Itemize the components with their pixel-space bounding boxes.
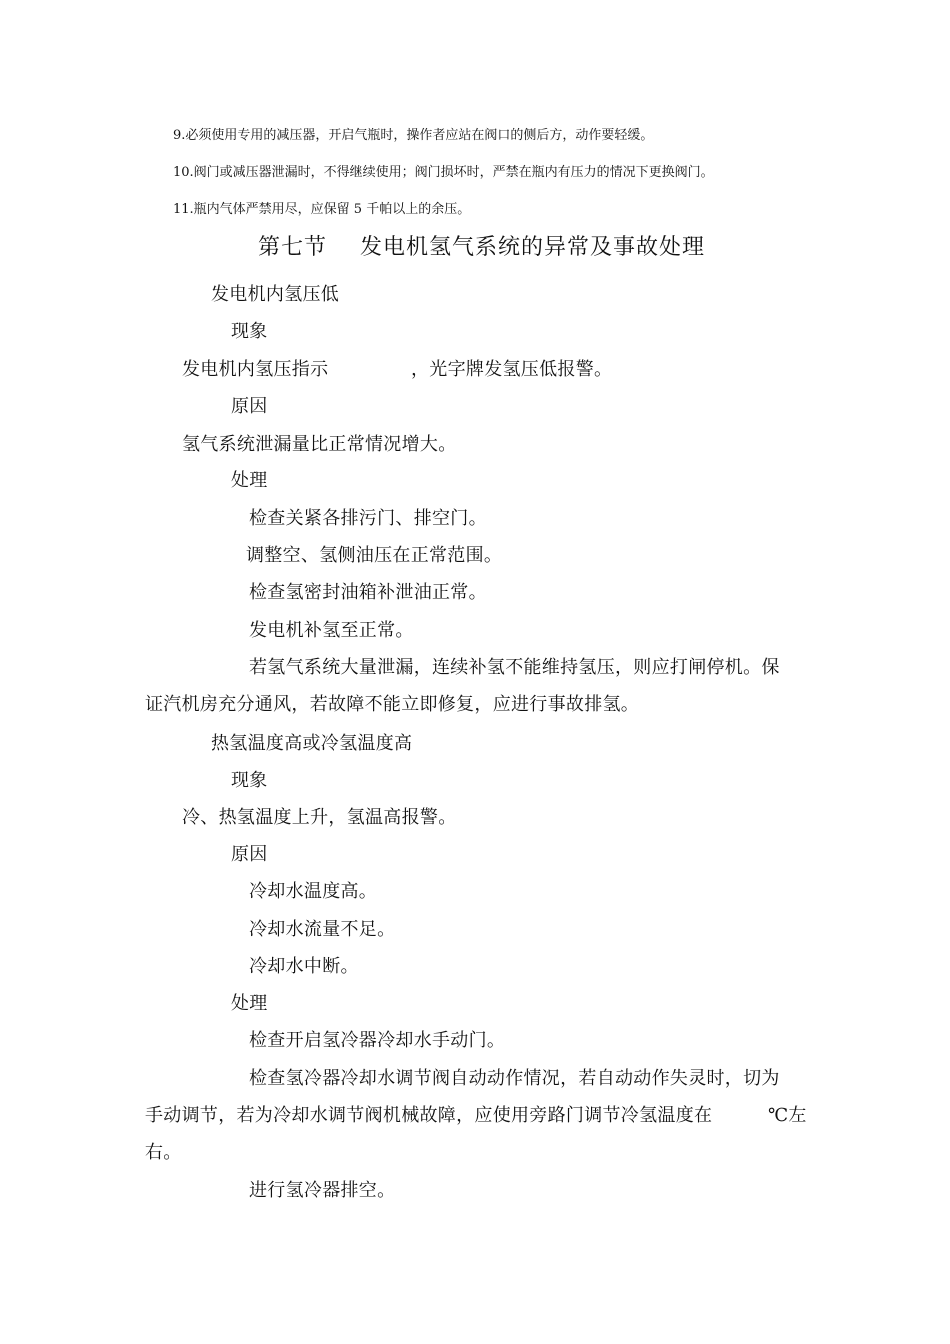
part2-cause-label: 原因 xyxy=(231,844,268,865)
part1-cause-label: 原因 xyxy=(231,396,268,417)
section-number: 第七节 xyxy=(258,235,328,260)
part2-handling-label: 处理 xyxy=(231,993,268,1014)
part1-phenomenon-text-b: ，光字牌发氢压低报警。 xyxy=(411,359,613,380)
part2-step-2-line-3: 右。 xyxy=(145,1142,182,1163)
part2-cause-3: 冷却水中断。 xyxy=(249,956,359,977)
note-item-11: 11.瓶内气体严禁用尽，应保留 5 千帕以上的余压。 xyxy=(173,202,471,217)
note-item-10: 10.阀门或减压器泄漏时，不得继续使用；阀门损坏时，严禁在瓶内有压力的情况下更换阀门。 xyxy=(173,165,714,180)
part1-handling-label: 处理 xyxy=(231,470,268,491)
part2-cause-1: 冷却水温度高。 xyxy=(249,881,378,902)
part1-phenomenon-text-a: 发电机内氢压指示 xyxy=(182,359,329,380)
part2-step-2-line-1: 检查氢冷器冷却水调节阀自动动作情况，若自动动作失灵时，切为 xyxy=(249,1068,780,1089)
part1-step-4: 发电机补氢至正常。 xyxy=(249,620,414,641)
part1-step-1: 检查关紧各排污门、排空门。 xyxy=(249,508,487,529)
note-item-9: 9.必须使用专用的减压器，开启气瓶时，操作者应站在阀口的侧后方，动作要轻缓。 xyxy=(173,128,654,143)
part1-phenomenon-label: 现象 xyxy=(231,321,268,342)
part2-cause-2: 冷却水流量不足。 xyxy=(249,919,396,940)
part1-cause-text: 氢气系统泄漏量比正常情况增大。 xyxy=(182,434,457,455)
section-title: 发电机氢气系统的异常及事故处理 xyxy=(360,235,706,260)
part1-step-2: 调整空、氢侧油压在正常范围。 xyxy=(246,545,503,566)
part1-note-line-2: 证汽机房充分通风，若故障不能立即修复，应进行事故排氢。 xyxy=(145,694,640,715)
part2-phenomenon-text: 冷、热氢温度上升，氢温高报警。 xyxy=(182,807,457,828)
part2-heading: 热氢温度高或冷氢温度高 xyxy=(211,733,413,754)
part1-note-line-1: 若氢气系统大量泄漏，连续补氢不能维持氢压，则应打闸停机。保 xyxy=(249,657,780,678)
part2-step-2-line-2b: ℃左 xyxy=(768,1105,807,1126)
part2-step-2-line-2a: 手动调节，若为冷却水调节阀机械故障，应使用旁路门调节冷氢温度在 xyxy=(145,1105,713,1126)
part1-heading: 发电机内氢压低 xyxy=(211,284,340,305)
part2-step-3: 进行氢冷器排空。 xyxy=(249,1180,396,1201)
part1-step-3: 检查氢密封油箱补泄油正常。 xyxy=(249,582,487,603)
part2-step-1: 检查开启氢冷器冷却水手动门。 xyxy=(249,1030,506,1051)
part2-phenomenon-label: 现象 xyxy=(231,770,268,791)
